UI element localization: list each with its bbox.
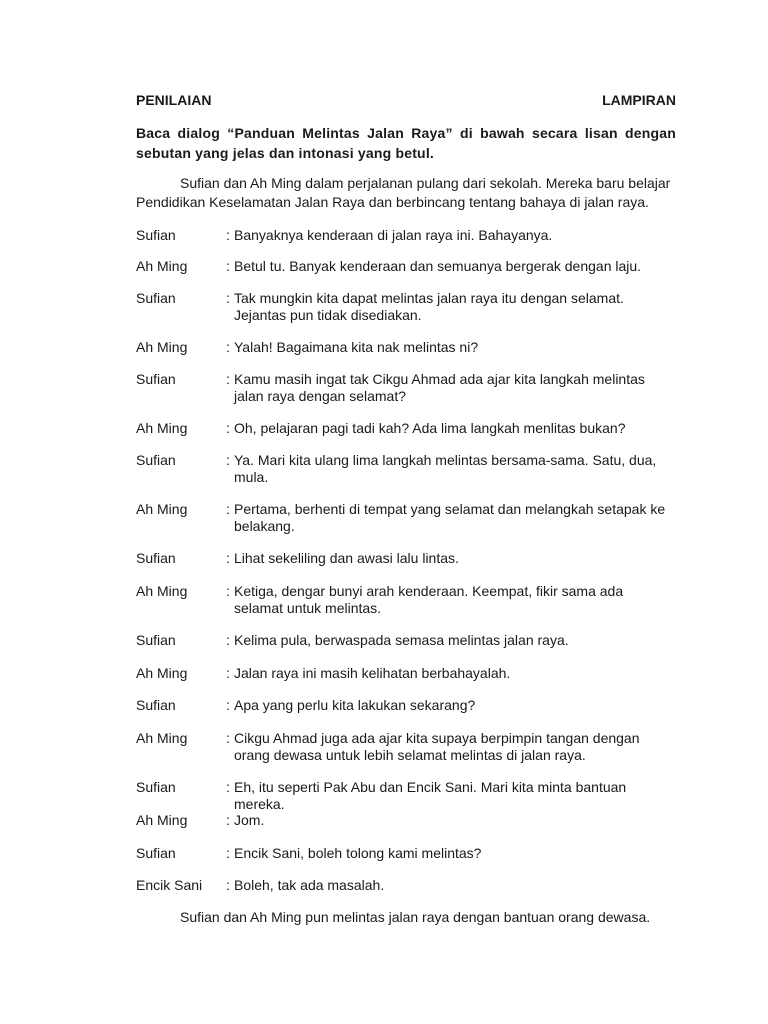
dialog-line: Ah Ming : Jalan raya ini masih kelihatan berbahayalah.	[136, 665, 676, 682]
dialog-line: Sufian : Ya. Mari kita ulang lima langkah melintas bersama-sama. Satu, dua, mula.	[136, 452, 676, 486]
dialog-line: Encik Sani : Boleh, tak ada masalah.	[136, 877, 676, 894]
speaker: Sufian	[136, 845, 176, 861]
dialog-text: Ya. Mari kita ulang lima langkah melintas bersama-sama. Satu, dua, mula.	[234, 452, 657, 485]
dialog-line: Sufian : Encik Sani, boleh tolong kami melintas?	[136, 845, 676, 862]
speaker: Ah Ming	[136, 339, 188, 355]
dialog-line: Ah Ming : Cikgu Ahmad juga ada ajar kita supaya berpimpin tangan dengan orang dewasa untuk lebih selamat melintas di jalan raya.	[136, 730, 676, 764]
dialog-text: Betul tu. Banyak kenderaan dan semuanya bergerak dengan laju.	[234, 258, 642, 274]
dialog-line: Ah Ming : Jom.	[136, 812, 676, 829]
speaker: Sufian	[136, 452, 176, 468]
dialog-text: Jom.	[234, 812, 265, 828]
dialog-text: Encik Sani, boleh tolong kami melintas?	[234, 845, 482, 861]
dialog-line: Ah Ming : Pertama, berhenti di tempat yang selamat dan melangkah setapak ke belakang.	[136, 501, 676, 535]
speaker: Ah Ming	[136, 812, 188, 828]
closing-sentence: Sufian dan Ah Ming pun melintas jalan raya dengan bantuan orang dewasa.	[180, 909, 651, 925]
dialog-line: Sufian : Tak mungkin kita dapat melintas jalan raya itu dengan selamat. Jejantas pun tidak disediakan.	[136, 290, 676, 324]
speaker: Ah Ming	[136, 583, 188, 599]
dialog-text: Tak mungkin kita dapat melintas jalan raya itu dengan selamat. Jejantas pun tidak disediakan.	[234, 290, 624, 323]
header-right: LAMPIRAN	[602, 92, 676, 108]
speaker: Encik Sani	[136, 877, 203, 893]
dialog-text: Lihat sekeliling dan awasi lalu lintas.	[234, 550, 459, 566]
dialog-line: Ah Ming : Yalah! Bagaimana kita nak melintas ni?	[136, 339, 676, 356]
dialog-line: Ah Ming : Betul tu. Banyak kenderaan dan semuanya bergerak dengan laju.	[136, 258, 676, 275]
header-left: PENILAIAN	[136, 92, 212, 108]
dialog-text: Jalan raya ini masih kelihatan berbahayalah.	[234, 665, 511, 681]
dialog-text: Boleh, tak ada masalah.	[234, 877, 385, 893]
dialog-line: Ah Ming : Oh, pelajaran pagi tadi kah? Ada lima langkah menlitas bukan?	[136, 420, 676, 437]
dialog-line: Sufian : Kelima pula, berwaspada semasa melintas jalan raya.	[136, 632, 676, 649]
speaker: Ah Ming	[136, 665, 188, 681]
dialog-text: Kamu masih ingat tak Cikgu Ahmad ada ajar kita langkah melintas jalan raya dengan selamat?	[234, 371, 645, 404]
speaker: Sufian	[136, 779, 176, 795]
dialog-text: Cikgu Ahmad juga ada ajar kita supaya berpimpin tangan dengan orang dewasa untuk lebih selamat melintas di jalan raya.	[234, 730, 640, 763]
dialog-text: Ketiga, dengar bunyi arah kenderaan. Keempat, fikir sama ada selamat untuk melintas.	[234, 583, 624, 616]
speaker: Sufian	[136, 697, 176, 713]
dialog-line: Sufian : Apa yang perlu kita lakukan sekarang?	[136, 697, 676, 714]
speaker: Ah Ming	[136, 420, 188, 436]
speaker: Sufian	[136, 227, 176, 243]
header	[136, 92, 676, 108]
dialog-text: Oh, pelajaran pagi tadi kah? Ada lima langkah menlitas bukan?	[234, 420, 626, 436]
dialog-line: Sufian : Lihat sekeliling dan awasi lalu lintas.	[136, 550, 676, 567]
speaker: Ah Ming	[136, 258, 188, 274]
dialog-text: Pertama, berhenti di tempat yang selamat dan melangkah setapak ke belakang.	[234, 501, 666, 534]
dialog-text: Kelima pula, berwaspada semasa melintas jalan raya.	[234, 632, 569, 648]
dialog-line: Sufian : Kamu masih ingat tak Cikgu Ahmad ada ajar kita langkah melintas jalan raya dengan selamat?	[136, 371, 676, 405]
speaker: Ah Ming	[136, 730, 188, 746]
speaker: Sufian	[136, 550, 176, 566]
dialog-text: Eh, itu seperti Pak Abu dan Encik Sani. Mari kita minta bantuan mereka.	[234, 779, 627, 812]
dialog-text: Banyaknya kenderaan di jalan raya ini. Bahayanya.	[234, 227, 553, 243]
intro-paragraph: Sufian dan Ah Ming dalam perjalanan pulang dari sekolah. Mereka baru belajar Pendidikan Keselamatan Jalan Raya dan berbincang tentang bahaya di jalan raya.	[136, 175, 671, 210]
speaker: Sufian	[136, 290, 176, 306]
dialog-text: Apa yang perlu kita lakukan sekarang?	[234, 697, 476, 713]
speaker: Sufian	[136, 632, 176, 648]
dialog-line: Sufian : Eh, itu seperti Pak Abu dan Encik Sani. Mari kita minta bantuan mereka.	[136, 779, 676, 813]
dialog-line: Sufian : Banyaknya kenderaan di jalan raya ini. Bahayanya.	[136, 227, 676, 244]
instruction: Baca dialog “Panduan Melintas Jalan Raya” di bawah secara lisan dengan sebutan yang jelas dan intonasi yang betul.	[136, 125, 676, 161]
speaker: Ah Ming	[136, 501, 188, 517]
dialog-line: Ah Ming : Ketiga, dengar bunyi arah kenderaan. Keempat, fikir sama ada selamat untuk melintas.	[136, 583, 676, 617]
dialog-text: Yalah! Bagaimana kita nak melintas ni?	[234, 339, 479, 355]
speaker: Sufian	[136, 371, 176, 387]
